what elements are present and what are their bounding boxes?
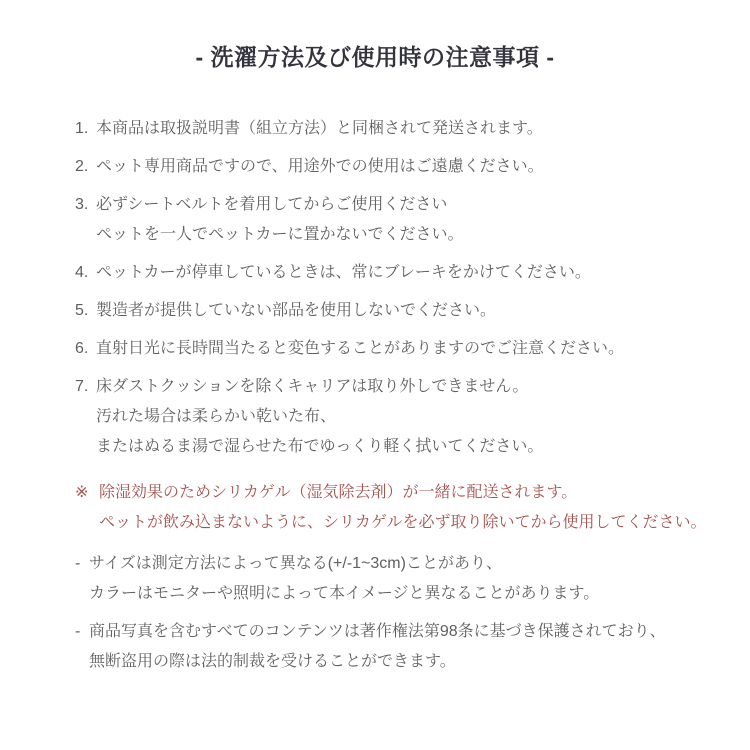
- line-text: 直射日光に長時間当たると変色することがありますのでご注意ください。: [96, 340, 625, 357]
- line-marker: -: [75, 623, 81, 640]
- numbered-instruction-item: [75, 258, 710, 288]
- line-text: 無断盗用の際は法的制裁を受けることができます。: [89, 653, 456, 670]
- line-marker: [75, 432, 96, 462]
- line-text: ペットカーが停車しているときは、常にブレーキをかけてください。: [96, 264, 591, 281]
- line-marker: 1.: [75, 120, 89, 137]
- text-line: [75, 296, 710, 326]
- text-line: [75, 190, 710, 220]
- instructions-content: [75, 114, 710, 677]
- text-line: [75, 402, 710, 432]
- line-marker: 6.: [75, 340, 89, 357]
- line-text: ペット専用商品ですので、用途外での使用はご遠慮ください。: [96, 158, 544, 175]
- numbered-instruction-item: [75, 152, 710, 182]
- line-text: ペットを一人でペットカーに置かないでください。: [96, 226, 464, 243]
- line-text: サイズは測定方法によって異なる(+/-1~3cm)ことがあり、: [89, 555, 502, 572]
- silica-gel-warning-note: [75, 478, 710, 538]
- line-marker: 5.: [75, 302, 89, 319]
- text-line: [75, 508, 710, 538]
- line-marker: -: [75, 555, 81, 572]
- numbered-instructions-list: [75, 114, 710, 462]
- numbered-instruction-item: [75, 372, 710, 462]
- numbered-instruction-item: [75, 190, 710, 250]
- text-line: [75, 617, 710, 647]
- line-marker: [75, 220, 96, 250]
- line-text: 必ずシートベルトを着用してからご使用ください: [96, 196, 448, 213]
- page-title: - 洗濯方法及び使用時の注意事項 -: [195, 44, 555, 70]
- numbered-instruction-item: [75, 114, 710, 144]
- line-text: またはぬるま湯で湿らせた布でゆっくり軽く拭いてください。: [96, 438, 544, 455]
- line-text: 除湿効果のためシリカゲル（湿気除去剤）が一緒に配送されます。: [99, 484, 578, 501]
- line-marker: [75, 647, 89, 677]
- line-text: 汚れた場合は柔らかい乾いた布、: [96, 408, 337, 425]
- disclaimer-note: [75, 549, 710, 609]
- silica-gel-warning-section: [75, 478, 710, 538]
- text-line: [75, 152, 710, 182]
- line-text: 床ダストクッションを除くキャリアは取り外しできません。: [96, 378, 529, 395]
- numbered-instruction-item: [75, 334, 710, 364]
- line-marker: ※: [75, 484, 89, 501]
- text-line: [75, 647, 710, 677]
- line-text: 商品写真を含むすべてのコンテンツは著作権法第98条に基づき保護されており、: [89, 623, 666, 640]
- line-text: ペットが飲み込まないように、シリカゲルを必ず取り除いてから使用してください。: [99, 514, 707, 531]
- line-text: 製造者が提供していない部品を使用しないでください。: [96, 302, 497, 319]
- disclaimer-notes: [75, 549, 710, 677]
- line-marker: [75, 402, 96, 432]
- line-text: 本商品は取扱説明書（組立方法）と同梱されて発送されます。: [96, 120, 543, 137]
- line-marker: 2.: [75, 158, 89, 175]
- text-line: [75, 334, 710, 364]
- line-marker: 7.: [75, 378, 89, 395]
- text-line: [75, 432, 710, 462]
- line-marker: [75, 579, 89, 609]
- line-marker: 4.: [75, 264, 89, 281]
- text-line: [75, 220, 710, 250]
- line-marker: 3.: [75, 196, 89, 213]
- line-marker: [75, 508, 99, 538]
- disclaimer-note: [75, 617, 710, 677]
- text-line: [75, 478, 710, 508]
- text-line: [75, 372, 710, 402]
- numbered-instruction-item: [75, 296, 710, 326]
- text-line: [75, 114, 710, 144]
- text-line: [75, 258, 710, 288]
- text-line: [75, 579, 710, 609]
- text-line: [75, 549, 710, 579]
- line-text: カラーはモニターや照明によって本イメージと異なることがあります。: [89, 585, 600, 602]
